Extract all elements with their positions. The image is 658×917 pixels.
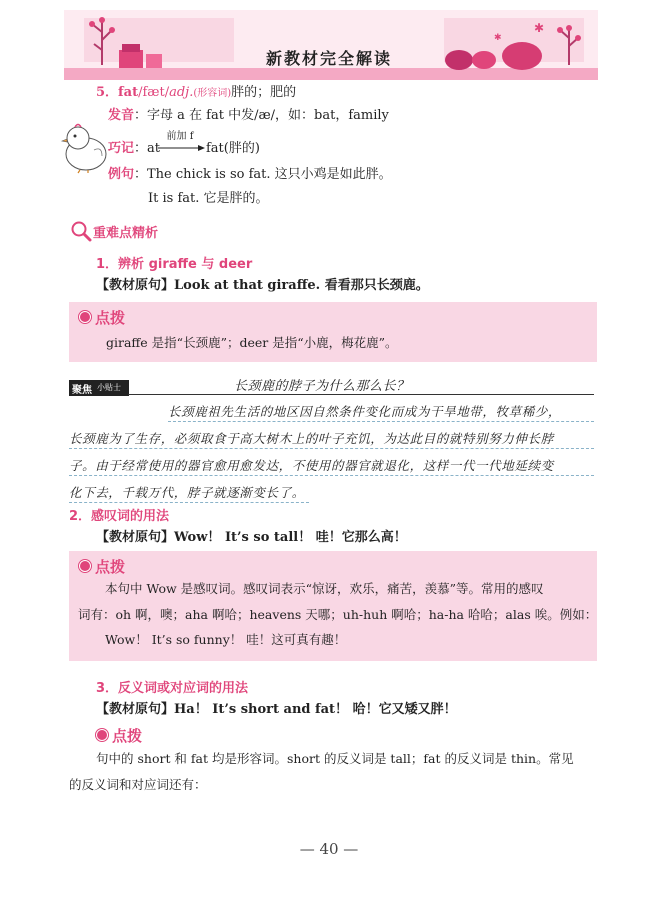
header-title: 新教材完全解读: [265, 49, 392, 68]
bullet-icon: [79, 560, 91, 572]
memo-result: fat(胖的): [206, 141, 260, 156]
header-banner: [64, 10, 598, 80]
point1-tip-text: giraffe 是指“长颈鹿”；deer 是指“小鹿，梅花鹿”。: [106, 335, 398, 350]
memo-arrow-icon: [158, 144, 206, 152]
point2-title: 2．感叹词的用法: [69, 509, 170, 524]
tips-title: 长颈鹿的脖子为什么那么长？: [234, 379, 410, 394]
point1-tip-box: [69, 302, 597, 362]
point2-tip-line-1: 本句中 Wow 是感叹词。感叹词表示“惊讶，欢乐，痛苦，羡慕”等。常用的感叹: [105, 581, 544, 596]
example-line-1: 例句：The chick is so fat. 这只小鸡是如此胖。: [108, 167, 392, 182]
bullet-icon: [96, 729, 108, 741]
bullet-icon: [79, 311, 91, 323]
tips-line-1: 长颈鹿祖先生活的地区因自然条件变化而成为干旱地带，牧草稀少，: [168, 404, 562, 419]
point2-tip-heading: 点拨: [79, 556, 125, 577]
dashed-rule: [69, 475, 594, 476]
point2-source: 【教材原句】Wow！ It’s so tall！ 哇！它那么高！: [96, 530, 407, 545]
tips-line-2: 长颈鹿为了生存，必须取食于高大树木上的叶子充饥，为达此目的就特别努力伸长脖: [69, 431, 554, 446]
memo-arrow-label: 前加 f: [166, 131, 194, 142]
point3-tip-heading: 点拨: [96, 725, 142, 746]
point2-tip-line-2: 词有：oh 啊，噢；aha 啊哈；heavens 天哪；uh-huh 啊哈；ha-ha 哈哈；alas 唉。例如：: [78, 607, 598, 622]
svg-text:✱: ✱: [534, 21, 545, 35]
tips-line-4: 化下去，千载万代，脖子就逐渐变长了。: [69, 485, 305, 500]
page-number: — 40 —: [299, 840, 359, 858]
tips-badge: 聚焦 小贴士: [69, 380, 129, 396]
point1-tip-heading: 点拨: [79, 307, 125, 328]
svg-text:✱: ✱: [494, 33, 502, 43]
example-line-2: It is fat. 它是胖的。: [148, 191, 269, 206]
point3-line-1: 句中的 short 和 fat 均是形容词。short 的反义词是 tall；fat 的反义词是 thin。常见: [96, 751, 574, 766]
magnifier-icon: [70, 220, 92, 242]
point2-tip-box: [69, 551, 597, 661]
dashed-rule: [69, 502, 309, 503]
point3-line-2: 的反义词和对应词还有：: [69, 777, 207, 792]
vocab-heading: 5．fat/fæt/adj.(形容词)胖的；肥的: [96, 85, 297, 100]
point3-title: 3．反义词或对应词的用法: [96, 681, 249, 696]
memo-line: 巧记：at: [108, 141, 160, 156]
dashed-rule: [168, 421, 594, 422]
dashed-rule: [69, 448, 594, 449]
pronunciation-line: 发音：字母 a 在 fat 中发/æ/，如：bat，family: [108, 108, 389, 123]
point1-source: 【教材原句】Look at that giraffe. 看看那只长颈鹿。: [96, 278, 429, 293]
point3-source: 【教材原句】Ha！ It’s short and fat！ 哈！它又矮又胖！: [96, 702, 457, 717]
tips-line-3: 子。由于经常使用的器官愈用愈发达，不使用的器官就退化，这样一代一代地延续变: [69, 458, 554, 473]
point2-tip-line-3: Wow！ It’s so funny！ 哇！这可真有趣！: [105, 632, 347, 647]
section-title: 重难点精析: [93, 226, 159, 241]
chick-illustration: [58, 120, 110, 174]
point1-title: 1．辨析 giraffe 与 deer: [96, 257, 253, 272]
